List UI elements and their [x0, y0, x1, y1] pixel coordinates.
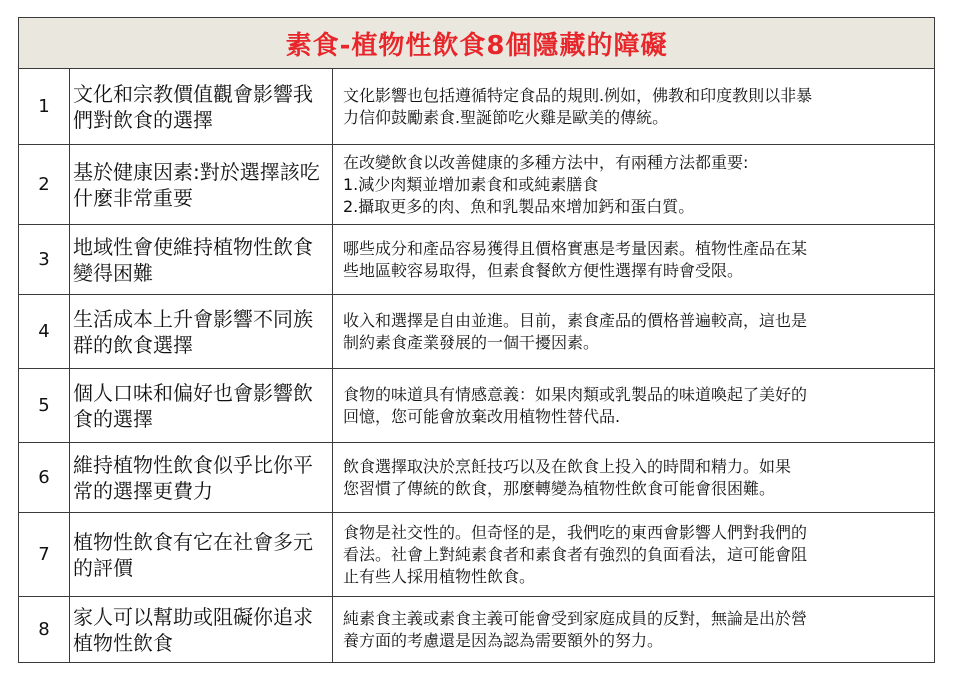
- description-line: 些地區較容易取得，但素食餐飲方便性選擇有時會受限。: [343, 260, 744, 280]
- row-number: 5: [19, 369, 70, 443]
- table-row: [19, 69, 935, 145]
- row-description: [333, 369, 935, 443]
- description-line: 飲食選擇取決於烹飪技巧以及在飲食上投入的時間和精力。如果: [343, 456, 792, 476]
- description-line: 2.攝取更多的肉、魚和乳製品來增加鈣和蛋白質。: [343, 196, 695, 216]
- description-line: 您習慣了傳統的飲食，那麼轉變為植物性飲食可能會很困難。: [343, 478, 776, 498]
- obstacles-table: [18, 17, 935, 663]
- description-line: 養方面的考慮還是因為認為需要額外的努力。: [343, 630, 664, 650]
- table-row: [19, 145, 935, 225]
- row-number: 4: [19, 295, 70, 369]
- description-line: 制約素食產業發展的一個干擾因素。: [343, 332, 600, 352]
- row-number: 7: [19, 513, 70, 597]
- description-line: 回憶，您可能會放棄改用植物性替代品.: [343, 406, 621, 426]
- row-description: [333, 513, 935, 597]
- table-row: [19, 295, 935, 369]
- table-row: [19, 225, 935, 295]
- table-row: [19, 513, 935, 597]
- title-row: [19, 18, 935, 69]
- row-description: [333, 597, 935, 663]
- description-line: 文化影響也包括遵循特定食品的規則.例如，佛教和印度教則以非暴: [343, 85, 813, 105]
- description-line: 力信仰鼓勵素食.聖誕節吃火雞是歐美的傳統。: [343, 107, 669, 127]
- description-line: 止有些人採用植物性飲食。: [343, 566, 536, 586]
- row-topic: 家人可以幫助或阻礙你追求植物性飲食: [70, 597, 333, 663]
- page-title: 素食-植物性飲食8個隱藏的障礙: [19, 18, 935, 69]
- row-description: [333, 145, 935, 225]
- description-line: 看法。社會上對純素食者和素食者有強烈的負面看法，這可能會阻: [343, 544, 808, 564]
- description-line: 純素食主義或素食主義可能會受到家庭成員的反對，無論是出於營: [343, 608, 808, 628]
- row-topic: 個人口味和偏好也會影響飲食的選擇: [70, 369, 333, 443]
- row-topic: 地域性會使維持植物性飲食變得困難: [70, 225, 333, 295]
- row-number: 1: [19, 69, 70, 145]
- row-description: [333, 443, 935, 513]
- row-description: [333, 69, 935, 145]
- table-row: [19, 597, 935, 663]
- description-line: 1.減少肉類並增加素食和或純素膳食: [343, 174, 599, 194]
- description-line: 收入和選擇是自由並進。目前，素食產品的價格普遍較高，這也是: [343, 310, 808, 330]
- row-topic: 文化和宗教價值觀會影響我們對飲食的選擇: [70, 69, 333, 145]
- description-line: 哪些成分和產品容易獲得且價格實惠是考量因素。植物性產品在某: [343, 238, 808, 258]
- table-row: [19, 369, 935, 443]
- description-line: 食物的味道具有情感意義：如果肉類或乳製品的味道喚起了美好的: [343, 384, 808, 404]
- table-row: [19, 443, 935, 513]
- description-line: 在改變飲食以改善健康的多種方法中，有兩種方法都重要:: [343, 152, 749, 172]
- row-topic: 植物性飲食有它在社會多元的評價: [70, 513, 333, 597]
- row-topic: 維持植物性飲食似乎比你平常的選擇更費力: [70, 443, 333, 513]
- row-description: [333, 295, 935, 369]
- obstacles-table-wrapper: [18, 17, 934, 663]
- row-number: 2: [19, 145, 70, 225]
- row-number: 8: [19, 597, 70, 663]
- row-topic: 生活成本上升會影響不同族群的飲食選擇: [70, 295, 333, 369]
- description-line: 食物是社交性的。但奇怪的是，我們吃的東西會影響人們對我們的: [343, 522, 808, 542]
- row-number: 3: [19, 225, 70, 295]
- row-description: [333, 225, 935, 295]
- row-topic: 基於健康因素:對於選擇該吃什麼非常重要: [70, 145, 333, 225]
- row-number: 6: [19, 443, 70, 513]
